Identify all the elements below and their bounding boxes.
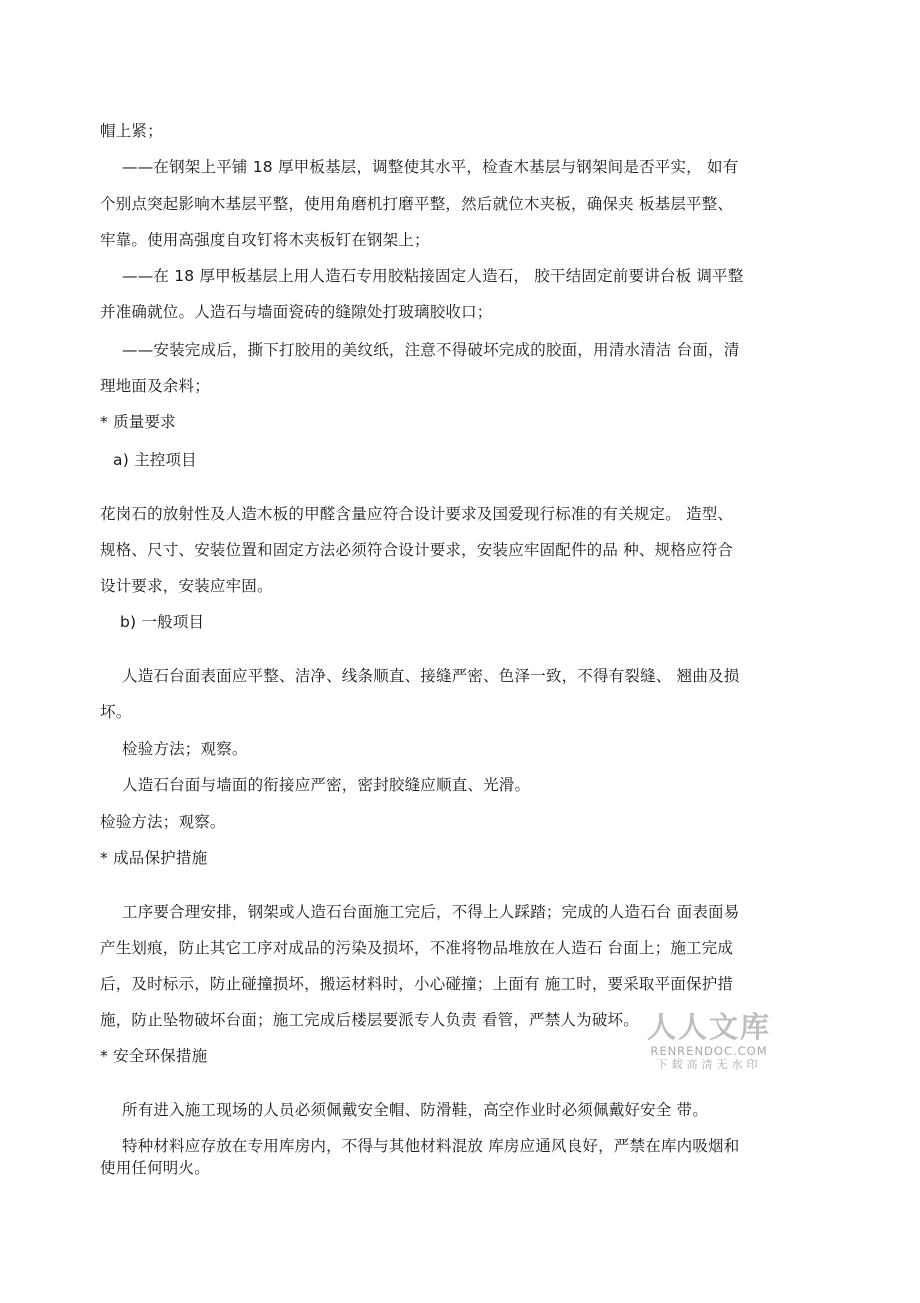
text-line: ——在钢架上平铺 18 厚甲板基层，调整使其水平，检查木基层与钢架间是否平实， 如有 xyxy=(122,158,739,176)
text-line: 帽上紧； xyxy=(100,122,163,140)
text-line: 检验方法；观察。 xyxy=(122,740,248,758)
text-line: 工序要合理安排，钢架或人造石台面施工完后，不得上人踩踏；完成的人造石台 面表面易 xyxy=(122,903,740,921)
subsection-heading: a) 主控项目 xyxy=(113,451,197,469)
text-line: ——安装完成后，撕下打胶用的美纹纸，注意不得破坏完成的胶面，用清水清洁 台面，清 xyxy=(122,341,740,359)
text-line: 花岗石的放射性及人造木板的甲醛含量应符合设计要求及国爱现行标准的有关规定。 造型、 xyxy=(100,505,734,523)
text-line: 牢靠。使用高强度自攻钉将木夹板钉在钢架上； xyxy=(100,231,430,249)
text-line: 产生划痕，防止其它工序对成品的污染及损坏，不准将物品堆放在人造石 台面上；施工完成 xyxy=(100,939,734,957)
section-heading: * 质量要求 xyxy=(100,413,176,431)
text-line: 规格、尺寸、安装位置和固定方法必须符合设计要求，安装应牢固配件的品 种、规格应符合 xyxy=(100,541,734,559)
subsection-heading: b) 一般项目 xyxy=(120,613,205,631)
text-line: 并准确就位。人造石与墙面瓷砖的缝隙处打玻璃胶收口； xyxy=(100,303,493,321)
text-line: 坏。 xyxy=(100,703,132,721)
section-heading: * 安全环保措施 xyxy=(100,1047,208,1065)
text-line: 特种材料应存放在专用库房内，不得与其他材料混放 库房应通风良好，严禁在库内吸烟和 xyxy=(122,1137,740,1155)
text-line: 施，防止坠物破坏台面；施工完成后楼层要派专人负责 看管，严禁人为破坏。 xyxy=(100,1011,639,1029)
watermark-title: 人人文库 xyxy=(646,1010,771,1044)
text-line: 个别点突起影响木基层平整，使用角磨机打磨平整，然后就位木夹板，确保夹 板基层平整、 xyxy=(100,195,734,213)
watermark-logo xyxy=(646,1010,772,1080)
text-line: 人造石台面与墙面的衔接应严密，密封胶缝应顺直、光滑。 xyxy=(122,776,531,794)
text-line: 设计要求，安装应牢固。 xyxy=(100,577,273,595)
text-line: ——在 18 厚甲板基层上用人造石专用胶粘接固定人造石， 胶干结固定前要讲台板 调平整 xyxy=(122,267,744,285)
text-line: 检验方法；观察。 xyxy=(100,813,226,831)
text-line: 后，及时标示，防止碰撞损坏，搬运材料时，小心碰撞；上面有 施工时，要采取平面保护措 xyxy=(100,975,734,993)
text-line: 使用任何明火。 xyxy=(100,1159,210,1177)
text-line: 理地面及余料； xyxy=(100,377,210,395)
section-heading: * 成品保护措施 xyxy=(100,849,208,867)
text-line: 所有进入施工现场的人员必须佩戴安全帽、防滑鞋，高空作业时必须佩戴好安全 带。 xyxy=(122,1101,709,1119)
watermark-domain: RENRENDOC.COM xyxy=(650,1044,768,1058)
text-line: 人造石台面表面应平整、洁净、线条顺直、接缝严密、色泽一致，不得有裂缝、 翘曲及损 xyxy=(122,667,740,685)
watermark-subtitle: 下载高清无水印 xyxy=(656,1058,762,1071)
